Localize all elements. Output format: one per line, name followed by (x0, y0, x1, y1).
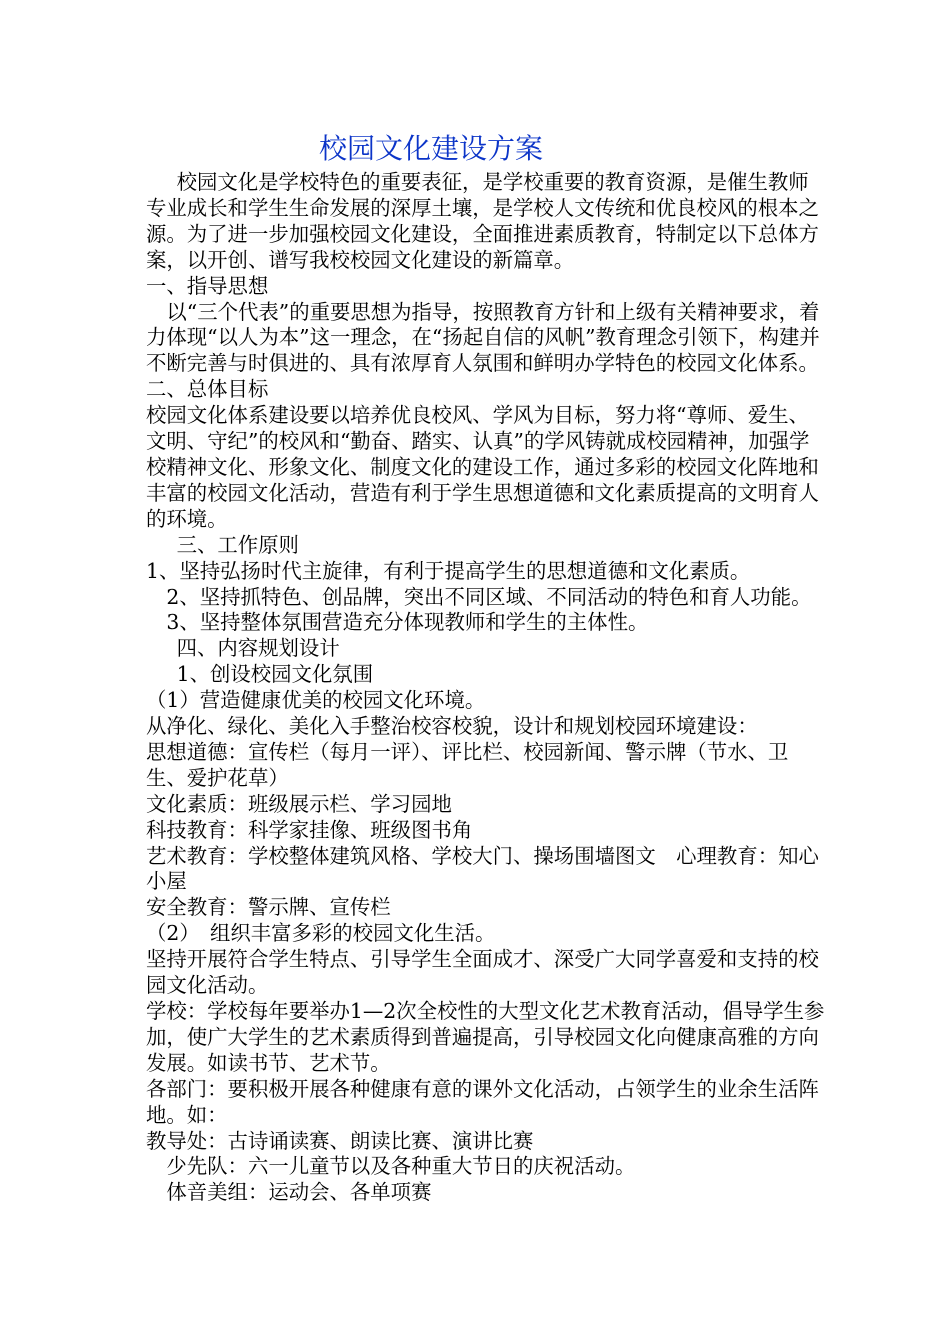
intro-paragraph: 校园文化是学校特色的重要表征，是学校重要的教育资源，是催生教师专业成长和学生生命发展的深厚土壤，是学校人文传统和优良校风的根本之源。为了进一步加强校园文化建设，全面推进素质教育，特制定以下总体方案，以开创、谱写我校校园文化建设的新篇章。 (146, 170, 819, 272)
list-item-science: 科技教育：科学家挂像、班级图书角 (146, 817, 473, 842)
principle-item-2: 2、坚持抓特色、创品牌，突出不同区域、不同活动的特色和育人功能。 (166, 584, 812, 609)
list-item-teaching-office: 教导处：古诗诵读赛、朗读比赛、演讲比赛 (146, 1128, 534, 1153)
list-item-pe-music-art: 体音美组：运动会、各单项赛 (166, 1180, 432, 1205)
document-title: 校园文化建设方案 (318, 132, 543, 165)
section-heading-guiding-thought: 一、指导思想 (146, 273, 269, 298)
list-item-environment: （1）营造健康优美的校园文化环境。 (146, 688, 486, 713)
principle-item-3: 3、坚持整体氛围营造充分体现教师和学生的主体性。 (166, 610, 649, 635)
overall-goal-paragraph: 校园文化体系建设要以培养优良校风、学风为目标，努力将“尊师、爱生、文明、守纪”的校风和“勤奋、踏实、认真”的学风铸就成校园精神，加强学校精神文化、形象文化、制度文化的建设工作，通过多彩的校园文化阵地和丰富的校园文化活动，营造有利于学生思想道德和文化素质提高的文明育人的环境。 (146, 403, 819, 531)
list-item-art-psychology: 艺术教育：学校整体建筑风格、学校大门、操场围墙图文 心理教育：知心小屋 (146, 843, 819, 894)
school-activities-paragraph: 学校：学校每年要举办1—2次全校性的大型文化艺术教育活动，倡导学生参加，使广大学生的艺术素质得到普遍提高，引导校园文化向健康高雅的方向发展。如读书节、艺术节。 (146, 999, 825, 1075)
principle-item-1: 1、坚持弘扬时代主旋律，有利于提高学生的思想道德和文化素质。 (146, 558, 751, 583)
list-item-culture: 文化素质：班级展示栏、学习园地 (146, 791, 452, 816)
document-body (146, 170, 826, 1206)
activities-intro: 坚持开展符合学生特点、引导学生全面成才、深受广大同学喜爱和支持的校园文化活动。 (146, 947, 819, 998)
section-heading-content-planning: 四、内容规划设计 (176, 636, 340, 661)
departments-paragraph: 各部门：要积极开展各种健康有意的课外文化活动，占领学生的业余生活阵地。如： (146, 1076, 819, 1127)
list-item-moral: 思想道德：宣传栏（每月一评）、评比栏、校园新闻、警示牌（节水、卫生、爱护花草） (146, 739, 789, 790)
list-item-safety: 安全教育：警示牌、宣传栏 (146, 895, 391, 920)
section-heading-work-principles: 三、工作原则 (176, 532, 299, 557)
environment-intro: 从净化、绿化、美化入手整治校容校貌，设计和规划校园环境建设： (146, 714, 758, 739)
list-item-young-pioneers: 少先队：六一儿童节以及各种重大节日的庆祝活动。 (166, 1154, 636, 1179)
subsection-heading-campus-atmosphere: 1、创设校园文化氛围 (176, 662, 374, 687)
guiding-thought-paragraph: 以“三个代表”的重要思想为指导，按照教育方针和上级有关精神要求，着力体现“以人为本”这一理念，在“扬起自信的风帆”教育理念引领下，构建并不断完善与时俱进的、具有浓厚育人氛围和鲜明办学特色的校园文化体系。 (146, 299, 820, 376)
list-item-activities: （2） 组织丰富多彩的校园文化生活。 (146, 921, 496, 946)
section-heading-overall-goal: 二、总体目标 (146, 377, 269, 402)
